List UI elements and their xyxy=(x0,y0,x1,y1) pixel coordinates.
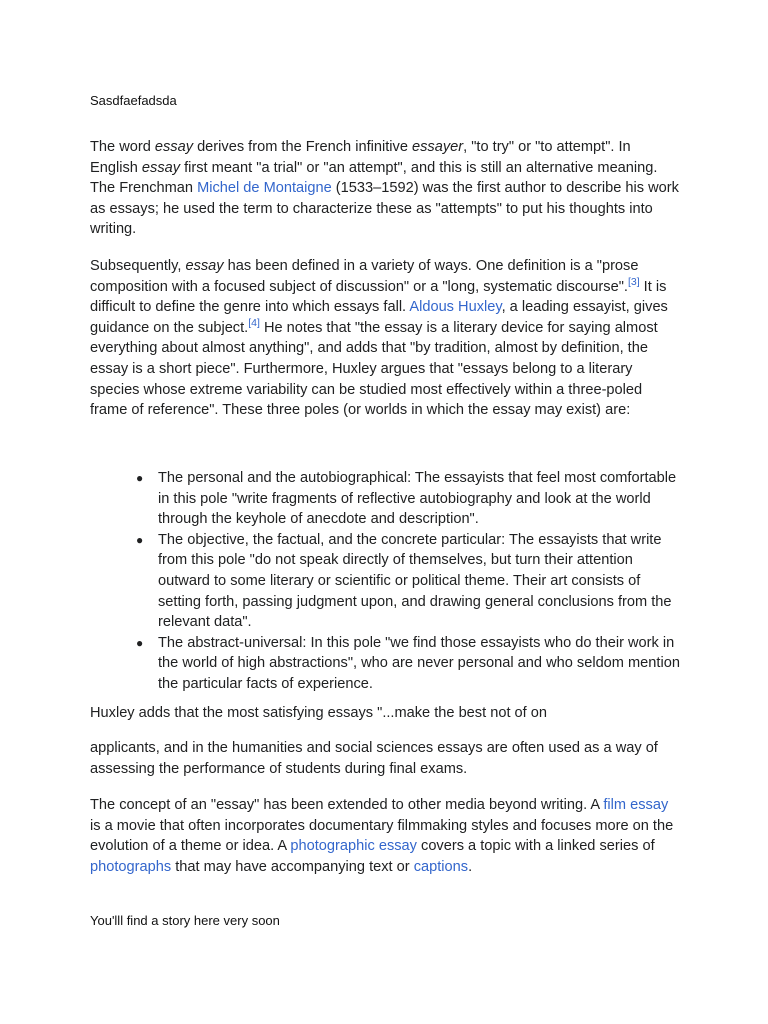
text-span: that may have accompanying text or xyxy=(171,858,414,875)
italic-term: essayer xyxy=(412,139,464,155)
link-photographs[interactable]: photographs xyxy=(90,858,172,875)
bullet-icon: ● xyxy=(136,532,144,547)
italic-term: essay xyxy=(141,159,181,176)
link-photographic-essay[interactable]: photographic essay xyxy=(290,838,417,855)
list-item-text: The personal and the autobiographical: The essayists that feel most comfortable in this pole "write fragments of reflective autobiography and look at the world through the keyhole of anecdote and description". xyxy=(158,470,677,528)
bullet-icon: ● xyxy=(136,471,144,485)
text-span: It is difficult to define the genre into which essays fall. xyxy=(90,278,667,316)
reference-link-4[interactable]: [4] xyxy=(248,316,260,329)
text-span: . xyxy=(468,858,473,875)
list-item-text: The objective, the factual, and the concrete particular: The essayists that write from this pole "do not speak directly of themselves, but turn their attention outward to some literary or scientific or political theme. Their art consists of setting forth, passing judgment upon, and drawing general conclusions from the relevant data". xyxy=(158,531,672,631)
three-poles-list xyxy=(90,468,680,695)
text-span: Subsequently, xyxy=(90,258,186,274)
text-span: (1533–1592) was the first author to describe his work as essays; he used the term to characterize these as "attempts" to put his thoughts into writing. xyxy=(90,180,679,238)
text-span: covers a topic with a linked series of xyxy=(416,838,655,855)
reference-link-3[interactable]: [3] xyxy=(627,275,640,288)
paragraph-applicants: applicants, and in the humanities and social sciences essays are often used as a way of assessing the performance of students during final exams. xyxy=(90,740,658,777)
text-span: , "to try" or "to attempt". In English xyxy=(90,139,631,176)
italic-term: essay xyxy=(185,258,224,274)
text-span: The word xyxy=(90,139,155,155)
text-span: derives from the French infinitive xyxy=(193,139,413,155)
link-film-essay[interactable]: film essay xyxy=(603,797,669,813)
text-span: has been defined in a variety of ways. One definition is a "prose composition with a focused subject of discussion" or a "long, systematic discourse". xyxy=(90,258,639,295)
list-item-text: The abstract-universal: In this pole "we find those essayists who do their work in the world of high abstractions", who are never personal and who seldom mention the particular facts of experience. xyxy=(158,634,680,692)
link-michel-de-montaigne[interactable]: Michel de Montaigne xyxy=(197,180,332,197)
text-span: The concept of an "essay" has been extended to other media beyond writing. A xyxy=(90,797,604,813)
document-title: Sasdfaefadsda xyxy=(90,93,177,108)
link-aldous-huxley[interactable]: Aldous Huxley xyxy=(409,299,502,316)
paragraph-essay-etymology xyxy=(90,137,680,240)
text-span: is a movie that often incorporates documentary filmmaking styles and focuses more on the evolution of a theme or idea. A xyxy=(90,817,674,855)
paragraph-other-media xyxy=(90,795,680,877)
text-span: , a leading essayist, gives guidance on the subject. xyxy=(90,299,668,336)
paragraph-essay-definition xyxy=(90,256,680,421)
link-captions[interactable]: captions xyxy=(413,858,469,875)
text-span: He notes that "the essay is a literary device for saying almost everything about almost anything", and adds that "by tradition, almost by definition, the essay is a short piece". Furthermore, Huxley argues that "essays belong to a literary species whose extreme variability can be studied most effectively within a three-poled frame of reference". These three poles (or worlds in which the essay may exist) are: xyxy=(90,319,658,419)
list-item xyxy=(90,530,680,633)
paragraph-huxley-adds: Huxley adds that the most satisfying essays "...make the best not of on xyxy=(90,705,548,721)
list-item xyxy=(90,468,680,530)
bullet-icon: ● xyxy=(136,635,144,650)
list-item xyxy=(90,633,680,695)
footer-note: You'lll find a story here very soon xyxy=(90,913,280,928)
italic-term: essay xyxy=(154,139,194,155)
text-span: first meant "a trial" or "an attempt", and this is still an alternative meaning. The Frenchman xyxy=(90,159,658,197)
